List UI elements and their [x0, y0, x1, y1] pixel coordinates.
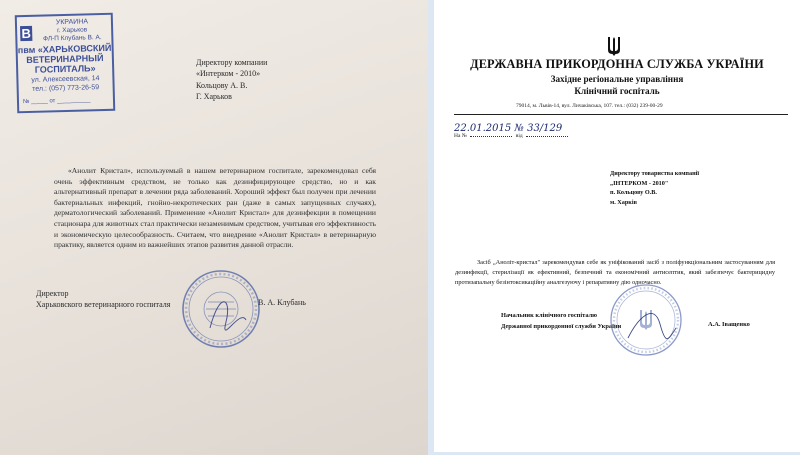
trident-emblem-icon — [607, 36, 621, 56]
registration-middle: від — [515, 133, 523, 139]
right-addressee-block — [610, 169, 699, 207]
registration-blank — [526, 136, 568, 137]
right-letter — [434, 0, 800, 452]
right-round-seal-icon — [608, 282, 684, 358]
left-round-seal-icon — [180, 268, 262, 350]
right-signature-role — [501, 311, 621, 332]
right-header-address: 79014, м. Львів-14, вул. Личаківська, 107. тел.: (032) 239-00-29 — [516, 103, 663, 109]
signature-role-line: Начальник клінічного госпіталю — [501, 312, 598, 319]
stamp-line: пвм «ХАРЬКОВСКИЙ — [17, 42, 112, 56]
clinic-rectangular-stamp — [15, 13, 116, 114]
stamp-line: ФЛ-П Клубань В. А. — [42, 34, 102, 43]
stamp-line: ВЕТЕРИНАРНЫЙ — [26, 52, 104, 66]
registration-prefix: На № — [454, 133, 468, 139]
addressee-line: п. Кольцову О.В. — [610, 189, 657, 197]
addressee-line: Г. Харьков — [196, 92, 232, 102]
left-addressee-block — [196, 57, 267, 103]
registration-blank — [470, 136, 512, 137]
body-paragraph: Засіб „Аноліт-кристал" зарекомендував себе як уніфікований засіб з поліфункціональним застосуванням для дезинфекції, стерилізації як ефективний, безпечний та економічний антисептик, який забезпечує бактерицидну протизапальну безінтоксикаційну аналгезуючу і репаративну дію одночасно. — [455, 259, 775, 287]
handwritten-registration: 22.01.2015 № 33/129 — [454, 123, 563, 134]
header-divider — [454, 114, 788, 115]
stamp-line: ул. Алексеевская, 14 — [31, 75, 100, 84]
body-paragraph: «Анолит Кристал», используемый в нашем ветеринарном госпитале, зарекомендовал себя очень эффективным средством, не только как дезинфицирующее средство, но и как альтернативный препарат в лечении ряда заболеваний. Хороший эффект был получен при лечении бактериальных инфекций, гнойно-некротических ран (даже в самых запущенных случаях), дерматологический заболеваний. Применение «Анолит Кристал» для дезинфекции в помещении стационара для животных стал практически незаменимым средством, учитывая его эффективность и экономическую целесообразность. Считаем, что внедрение «Анолит Кристал» в ветеринарную практику, является одним из важнейших этапов развития данной отрасли. — [54, 166, 376, 250]
right-header-subtitle: Західне регіональне управління — [550, 74, 684, 84]
signature-role-line: Харьковского ветеринарного госпиталя — [36, 300, 171, 309]
right-header-title: ДЕРЖАВНА ПРИКОРДОННА СЛУЖБА УКРАЇНИ — [470, 57, 764, 71]
stamp-line: УКРАИНА — [55, 18, 89, 27]
right-header-subtitle-2: Клінічний госпіталь — [574, 86, 660, 96]
left-letter-body — [54, 166, 376, 251]
registration-line — [454, 133, 570, 139]
signature-role-line: Державної прикордонної служби України — [501, 322, 622, 330]
addressee-line: „ІНТЕРКОМ - 2010" — [610, 179, 669, 187]
addressee-line: Директору товариства компанії — [610, 170, 700, 177]
addressee-line: м. Харків — [610, 198, 637, 206]
stamp-line: тел.: (057) 773-26-59 — [32, 84, 100, 93]
right-signature-name: А.А. Іващенко — [708, 321, 750, 328]
stamp-line: № _____ от __________ — [22, 97, 91, 106]
signature-role-line: Директор — [36, 289, 69, 298]
left-signature-name: В. А. Клубань — [258, 298, 306, 307]
left-signature-role — [36, 288, 170, 310]
stamp-logo-icon: В — [21, 25, 32, 42]
addressee-line: Кольцову А. В. — [196, 80, 248, 90]
addressee-line: Директору компании — [196, 58, 268, 67]
stamp-line: г. Харьков — [56, 26, 88, 35]
addressee-line: «Интерком - 2010» — [196, 69, 261, 79]
stamp-line: ГОСПИТАЛЬ» — [34, 63, 96, 75]
